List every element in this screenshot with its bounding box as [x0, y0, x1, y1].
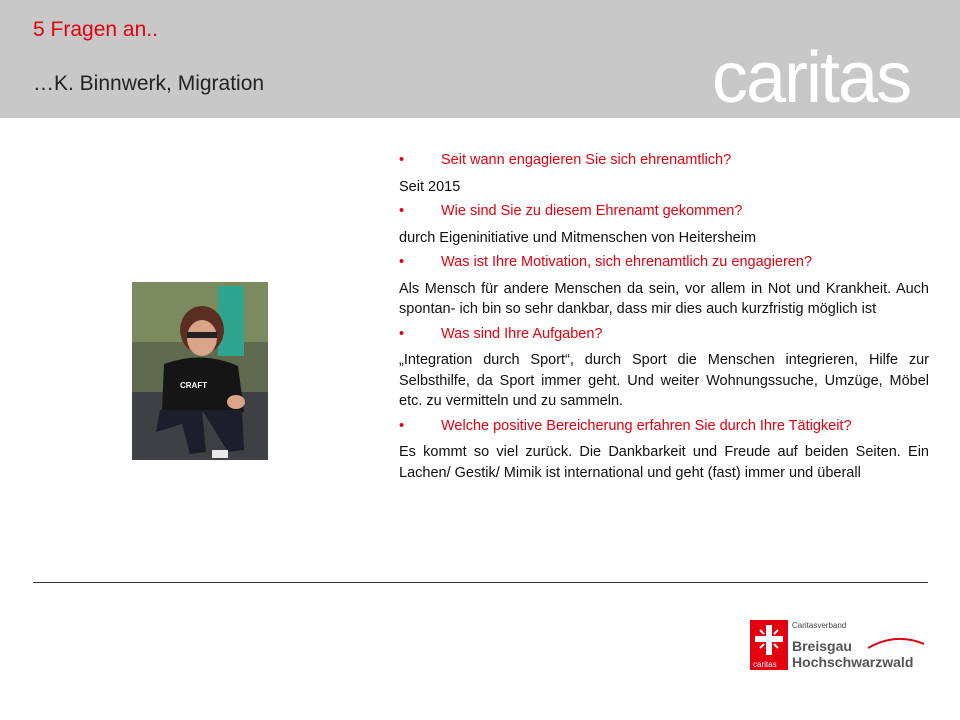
header-band [0, 0, 960, 118]
logo-swoosh [868, 636, 924, 650]
question-2 [399, 201, 929, 222]
shirt-text: CRAFT [180, 381, 208, 390]
portrait-photo [132, 282, 268, 460]
logo-org-label: Caritasverband [792, 621, 847, 630]
answer-4: „Integration durch Sport“, durch Sport die Menschen integrieren, Hilfe zur Selbsthilfe, da Sport immer geht. Und weiter Wohnungssuche, Umzüge, Möbel etc. zu vermitteln und zu sammeln. [399, 352, 929, 409]
footer-divider [33, 582, 928, 583]
bullet-marker: • [399, 325, 405, 342]
logo-box-text: caritas [753, 660, 777, 669]
slide-title: 5 Fragen an.. [33, 18, 158, 41]
qa-content [399, 150, 929, 487]
logo-region-line1: Breisgau [792, 638, 852, 654]
caritas-cross-icon [750, 620, 788, 670]
caritas-logo [750, 620, 930, 672]
bullet-marker: • [399, 417, 405, 434]
answer-3: Als Mensch für andere Menschen da sein, vor allem in Not und Krankheit. Auch spontan- ich bin so sehr dankbar, dass mir dies auch kurzfristig möglich ist [399, 280, 929, 317]
question-text: Welche positive Bereicherung erfahren Sie durch Ihre Tätigkeit? [441, 417, 852, 434]
bullet-marker: • [399, 254, 405, 270]
question-3 [399, 252, 929, 273]
bullet-marker: • [399, 203, 405, 219]
question-text: Was sind Ihre Aufgaben? [441, 325, 603, 342]
slide-subtitle: …K. Binnwerk, Migration [33, 72, 265, 95]
question-5 [399, 416, 929, 437]
question-text: Was ist Ihre Motivation, sich ehrenamtlich zu engagieren? [441, 254, 813, 270]
question-4 [399, 324, 929, 345]
question-1 [399, 150, 929, 171]
answer-1: Seit 2015 [399, 178, 461, 195]
caritas-wordmark: caritas [712, 38, 911, 118]
logo-region-line2: Hochschwarzwald [792, 654, 914, 670]
question-text: Wie sind Sie zu diesem Ehrenamt gekommen? [441, 203, 743, 219]
question-text: Seit wann engagieren Sie sich ehrenamtlich? [441, 152, 732, 168]
answer-2: durch Eigeninitiative und Mitmenschen von Heitersheim [399, 229, 757, 246]
answer-5: Es kommt so viel zurück. Die Dankbarkeit und Freude auf beiden Seiten. Ein Lachen/ Gestik/ Mimik ist international und geht (fast) immer und überall [399, 444, 929, 481]
bullet-marker: • [399, 152, 405, 168]
